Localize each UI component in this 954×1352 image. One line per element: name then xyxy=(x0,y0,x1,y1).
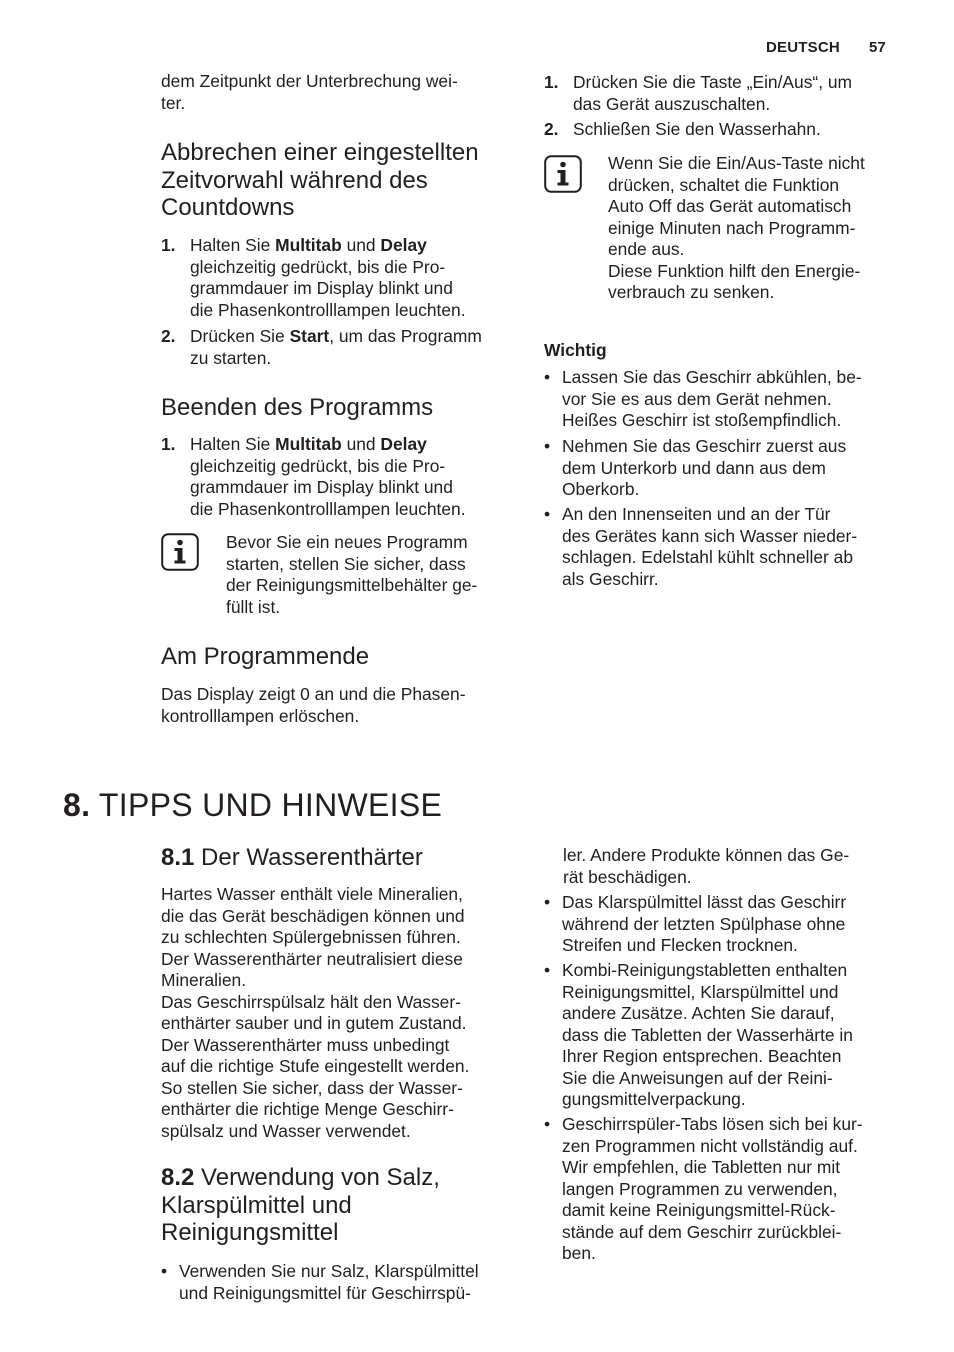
text-line: dass die Tabletten der Wasserhärte in xyxy=(562,1024,853,1045)
text-line: Das Geschirrspülsalz hält den Wasser- xyxy=(161,991,461,1012)
text-line: schlagen. Edelstahl kühlt schneller ab xyxy=(562,547,853,567)
text-line: Bevor Sie ein neues Programm xyxy=(226,532,468,552)
page-number: 57 xyxy=(869,39,886,56)
text-line: dem Zeitpunkt der Unterbrechung wei- xyxy=(161,71,458,91)
text-line xyxy=(190,326,482,348)
text-line: Auto Off das Gerät automatisch xyxy=(608,196,852,216)
usage-bullet xyxy=(544,960,904,1112)
text-line: An den Innenseiten und an der Tür xyxy=(562,504,831,524)
key-start: Start xyxy=(289,326,330,346)
bullet-text xyxy=(562,367,862,432)
text-line: Nehmen Sie das Geschirr zuerst aus xyxy=(562,436,847,456)
bullet-dot: • xyxy=(544,960,551,980)
bullet-dot: • xyxy=(161,1261,168,1281)
chapter-heading xyxy=(63,787,442,823)
key-multitab: Multitab xyxy=(275,434,342,454)
heading-program-end: Am Programmende xyxy=(161,643,370,670)
bullet-text xyxy=(179,1261,479,1304)
key-multitab: Multitab xyxy=(275,235,342,255)
text-line: ter. xyxy=(161,92,186,113)
text-line xyxy=(190,434,466,456)
text-line: Reinigungsmittel, Klarspülmittel und xyxy=(562,981,839,1002)
text-line: des Gerätes kann sich Wasser nieder- xyxy=(562,525,858,546)
abort-step-1 xyxy=(161,235,521,325)
usage-bullet xyxy=(544,892,904,958)
step-text xyxy=(190,235,466,321)
usage-bullet xyxy=(544,1114,904,1266)
text-line: Verwenden Sie nur Salz, Klarspülmittel xyxy=(179,1261,479,1281)
step-number: 2. xyxy=(161,326,176,346)
step-text xyxy=(573,119,821,141)
text-line: Der Wasserenthärter neutralisiert diese xyxy=(161,948,463,969)
bullet-dot: • xyxy=(544,504,551,524)
text-line: einige Minuten nach Programm- xyxy=(608,217,856,238)
text-line: Hartes Wasser enthält viele Mineralien, xyxy=(161,884,463,904)
text-line: Das Klarspülmittel lässt das Geschirr xyxy=(562,892,847,912)
end-step-1 xyxy=(161,434,521,524)
text-line: grammdauer im Display blinkt und xyxy=(190,278,453,298)
important-bullet xyxy=(544,436,904,502)
text-line: Schließen Sie den Wasserhahn. xyxy=(573,119,821,139)
text-line: Kombi-Reinigungstabletten enthalten xyxy=(562,960,848,980)
text-line: zu starten. xyxy=(190,347,272,368)
text-line: grammdauer im Display blinkt und xyxy=(190,477,453,497)
step-text xyxy=(573,72,852,115)
section-title: Verwendung von Salz, xyxy=(201,1164,440,1191)
text-line: enthärter die richtige Menge Geschirr- xyxy=(161,1099,454,1119)
text-line: gungsmittelverpackung. xyxy=(562,1089,746,1109)
info-note-auto-off xyxy=(608,153,865,304)
text-line: Wir empfehlen, die Tabletten nur mit xyxy=(562,1157,841,1177)
text-run: Halten Sie xyxy=(190,235,276,255)
important-bullet xyxy=(544,367,904,433)
important-label: Wichtig xyxy=(544,340,607,360)
section-8-2-heading xyxy=(161,1164,440,1247)
text-line: zen Programmen nicht vollständig auf. xyxy=(562,1135,858,1156)
heading-end-program: Beenden des Programms xyxy=(161,394,434,421)
text-line: dem Unterkorb und dann aus dem xyxy=(562,457,826,478)
text-line: rät beschädigen. xyxy=(563,866,692,887)
text-line: kontrolllampen erlöschen. xyxy=(161,705,360,726)
off-step-1 xyxy=(544,72,904,116)
text-run: Drücken Sie xyxy=(190,326,290,346)
section-8-1-heading xyxy=(161,844,423,872)
text-line: Drücken Sie die Taste „Ein/Aus“, um xyxy=(573,72,853,92)
text-run: Halten Sie xyxy=(190,434,276,454)
usage-bullet xyxy=(161,1261,521,1305)
text-line: andere Zusätze. Achten Sie darauf, xyxy=(562,1003,835,1023)
text-line: während der letzten Spülphase ohne xyxy=(562,913,846,934)
text-line: der Reinigungsmittelbehälter ge- xyxy=(226,575,478,595)
text-line: enthärter sauber und in gutem Zustand. xyxy=(161,1013,467,1033)
chapter-title: TIPPS UND HINWEISE xyxy=(98,787,443,823)
bullet-dot: • xyxy=(544,1114,551,1134)
heading-line: Abbrechen einer eingestellten xyxy=(161,139,479,166)
text-line: Ihrer Region entsprechen. Beachten xyxy=(562,1046,842,1066)
heading-line xyxy=(161,1164,440,1192)
text-run: und xyxy=(341,235,381,255)
heading-line: Countdowns xyxy=(161,194,295,221)
bullet-dot: • xyxy=(544,892,551,912)
text-line: auf die richtige Stufe eingestellt werden. xyxy=(161,1056,470,1076)
text-line: stände auf dem Geschirr zurückblei- xyxy=(562,1221,842,1242)
text-line: gleichzeitig gedrückt, bis die Pro- xyxy=(190,455,446,476)
text-line: Geschirrspüler-Tabs lösen sich bei kur- xyxy=(562,1114,863,1134)
text-line: füllt ist. xyxy=(226,596,281,617)
step-number: 2. xyxy=(544,119,559,139)
text-line: langen Programmen zu verwenden, xyxy=(562,1178,838,1199)
text-line: Sie die Anweisungen auf der Reini- xyxy=(562,1067,833,1088)
step-number: 1. xyxy=(161,434,176,454)
text-line: Mineralien. xyxy=(161,970,247,990)
text-line: das Gerät auszuschalten. xyxy=(573,93,771,114)
text-line: ben. xyxy=(562,1243,596,1263)
step-number: 1. xyxy=(161,235,176,255)
heading-line: Klarspülmittel und xyxy=(161,1191,352,1219)
step-text xyxy=(190,326,482,369)
text-line: verbrauch zu senken. xyxy=(608,282,775,302)
text-line: starten, stellen Sie sicher, dass xyxy=(226,553,466,574)
bullet-text xyxy=(562,1114,863,1265)
text-line: als Geschirr. xyxy=(562,568,659,589)
section-number: 8.2 xyxy=(161,1164,195,1191)
bullet-text xyxy=(562,504,857,590)
text-line: Der Wasserenthärter muss unbedingt xyxy=(161,1034,450,1055)
text-line: Diese Funktion hilft den Energie- xyxy=(608,260,861,281)
text-line: Das Display zeigt 0 an und die Phasen- xyxy=(161,684,466,704)
section-title: Der Wasserenthärter xyxy=(201,844,423,871)
text-line: damit keine Reinigungsmittel-Rück- xyxy=(562,1200,836,1220)
important-bullet xyxy=(544,504,904,592)
abort-step-2 xyxy=(161,326,521,370)
step-text xyxy=(190,434,466,520)
info-note-refill xyxy=(226,532,477,618)
info-icon xyxy=(161,533,199,571)
text-line: gleichzeitig gedrückt, bis die Pro- xyxy=(190,256,446,277)
text-line: vor Sie es aus dem Gerät nehmen. xyxy=(562,388,832,409)
chapter-number: 8. xyxy=(63,787,91,823)
text-line: ler. Andere Produkte können das Ge- xyxy=(563,845,850,865)
text-line: die Phasenkontrolllampen leuchten. xyxy=(190,299,466,320)
text-line: drücken, schaltet die Funktion xyxy=(608,174,840,195)
bullet-text xyxy=(562,960,853,1111)
key-delay: Delay xyxy=(380,235,427,255)
heading-line: Reinigungsmittel xyxy=(161,1219,339,1246)
info-icon xyxy=(544,155,582,193)
text-line: ende aus. xyxy=(608,239,685,259)
usage-bullet-continuation xyxy=(563,845,849,888)
text-line: spülsalz und Wasser verwendet. xyxy=(161,1120,411,1141)
bullet-text xyxy=(562,892,846,957)
text-line: So stellen Sie sicher, dass der Wasser- xyxy=(161,1077,463,1098)
bullet-dot: • xyxy=(544,436,551,456)
text-line: Streifen und Flecken trocknen. xyxy=(562,935,798,955)
text-line xyxy=(190,235,466,257)
text-run: und xyxy=(341,434,381,454)
step-number: 1. xyxy=(544,72,559,92)
water-softener-paragraph xyxy=(161,884,469,1142)
text-line: zu schlechten Spülergebnissen führen. xyxy=(161,927,461,947)
text-run: , um das Programm xyxy=(329,326,482,346)
bullet-text xyxy=(562,436,846,501)
section-number: 8.1 xyxy=(161,844,195,871)
text-line: Lassen Sie das Geschirr abkühlen, be- xyxy=(562,367,862,387)
text-line: Heißes Geschirr ist stoßempfindlich. xyxy=(562,410,842,430)
off-step-2 xyxy=(544,119,904,141)
bullet-dot: • xyxy=(544,367,551,387)
text-line: Oberkorb. xyxy=(562,479,640,499)
program-end-paragraph xyxy=(161,684,466,727)
header-language: DEUTSCH xyxy=(766,39,840,56)
text-line: und Reinigungsmittel für Geschirrspü- xyxy=(179,1282,471,1303)
text-line: Wenn Sie die Ein/Aus-Taste nicht xyxy=(608,153,865,173)
key-delay: Delay xyxy=(380,434,427,454)
continuation-paragraph xyxy=(161,71,458,114)
heading-line: Zeitvorwahl während des xyxy=(161,166,428,194)
text-line: die Phasenkontrolllampen leuchten. xyxy=(190,498,466,519)
heading-abort-delay xyxy=(161,139,479,222)
text-line: die das Gerät beschädigen können und xyxy=(161,905,465,926)
